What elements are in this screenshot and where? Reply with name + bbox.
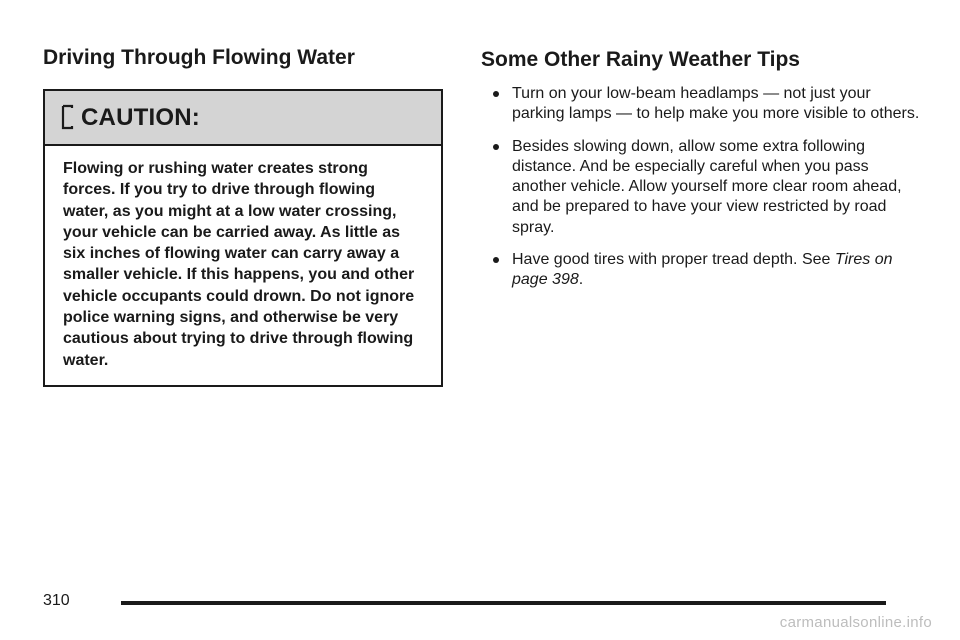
page-number: 310 xyxy=(43,592,70,609)
tips-list xyxy=(481,84,921,291)
rainy-tips-heading: Some Other Rainy Weather Tips xyxy=(481,48,800,71)
caution-box xyxy=(43,89,443,387)
tip-text: Turn on your low-beam headlamps — not just your parking lamps — to help make you more visible to others. xyxy=(512,85,920,123)
watermark: carmanualsonline.info xyxy=(779,614,932,631)
caution-bracket-icon xyxy=(59,104,77,130)
list-item xyxy=(481,137,921,238)
left-column xyxy=(43,44,447,387)
footer-divider xyxy=(121,601,886,605)
tip-text: Besides slowing down, allow some extra following distance. And be especially careful when you pass another vehicle. Allow yourself more clear room ahead, and be prepared to have your view restricted by road spray. xyxy=(512,137,902,236)
tip-text: Have good tires with proper tread depth. See xyxy=(512,251,835,269)
caution-text: Flowing or rushing water creates strong forces. If you try to drive through flowing water, as you might at a low water crossing, your vehicle can be carried away. As little as six inches of flowing water can carry away a smaller vehicle. If this happens, you and other vehicle occupants could drown. Do not ignore police warning signs, and otherwise be very cautious about trying to drive through flowing water. xyxy=(63,160,415,369)
tires-page-reference[interactable]: Tires on page 398 xyxy=(512,251,893,289)
flowing-water-heading: Driving Through Flowing Water xyxy=(43,46,355,69)
bullet-icon xyxy=(493,91,499,97)
list-item xyxy=(481,250,921,291)
bullet-icon xyxy=(493,257,499,263)
tip-suffix: . xyxy=(578,271,584,289)
caution-header xyxy=(45,91,441,146)
caution-label: CAUTION: xyxy=(81,103,200,131)
right-column xyxy=(481,46,921,303)
bullet-icon xyxy=(493,144,499,150)
list-item xyxy=(481,84,921,125)
